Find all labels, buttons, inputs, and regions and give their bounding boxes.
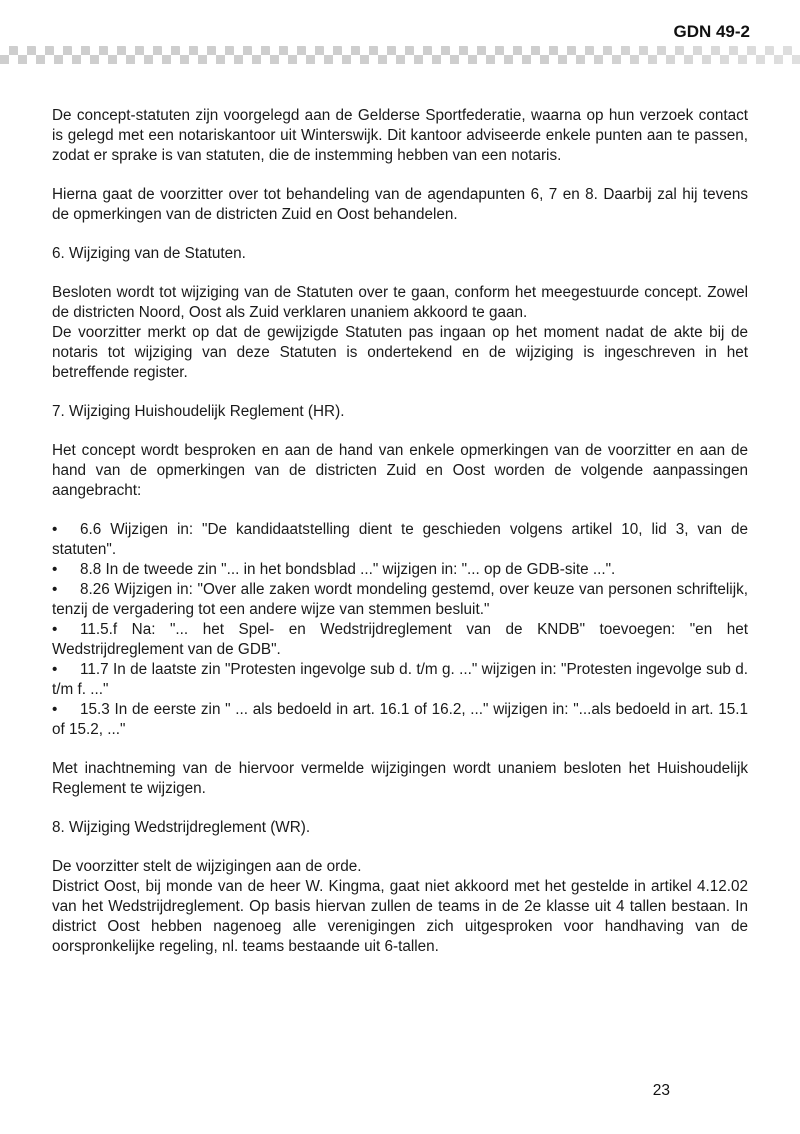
list-item-text: 11.7 In de laatste zin "Protesten ingevolge sub d. t/m g. ..." wijzigen in: "Protesten ingevolge sub d. t/m f. ..."	[52, 661, 748, 698]
list-item-text: 11.5.f Na: "... het Spel- en Wedstrijdreglement van de KNDB" toevoegen: "en het Wedstrijdreglement van de GDB".	[52, 621, 748, 658]
bullet-icon: •	[52, 561, 58, 578]
section-8	[52, 818, 748, 957]
bullet-icon: •	[52, 521, 58, 538]
section-8-text-1: De voorzitter stelt de wijzigingen aan de orde.	[52, 858, 362, 875]
list-item	[52, 620, 748, 660]
bullet-icon: •	[52, 621, 58, 638]
section-7	[52, 402, 748, 799]
list-item-text: 8.8 In de tweede zin "... in het bondsblad ..." wijzigen in: "... op de GDB-site ...".	[80, 561, 616, 578]
paragraph-intro: De concept-statuten zijn voorgelegd aan de Gelderse Sportfederatie, waarna op hun verzoek contact is gelegd met een notariskantoor uit Winterswijk. Dit kantoor adviseerde enkele punten aan te passen, zodat er sprake is van statuten, die de instemming hebben van een notaris.	[52, 107, 748, 164]
list-item	[52, 660, 748, 700]
section-7-conclusion: Met inachtneming van de hiervoor vermelde wijzigingen wordt unaniem besloten het Huishoudelijk Reglement te wijzigen.	[52, 760, 748, 797]
section-7-bullet-list	[52, 520, 748, 740]
section-6	[52, 244, 748, 383]
list-item	[52, 520, 748, 560]
section-8-text-2: District Oost, bij monde van de heer W. Kingma, gaat niet akkoord met het gestelde in artikel 4.12.02 van het Wedstrijdreglement. Op basis hiervan zullen de teams in de 2e klasse uit 4 tallen bestaan. In district Oost hebben nagenoeg alle verenigingen zich uitgesproken voor handhaving van de oorspronkelijke regeling, nl. teams bestaande uit 6-tallen.	[52, 878, 748, 955]
page-number: 23	[652, 1082, 670, 1099]
list-item-text: 6.6 Wijzigen in: "De kandidaatstelling dient te geschieden volgens artikel 10, lid 3, van de statuten".	[52, 521, 748, 558]
list-item-text: 15.3 In de eerste zin " ... als bedoeld in art. 16.1 of 16.2, ..." wijzigen in: "...als bedoeld in art. 15.1 of 15.2, ..."	[52, 701, 748, 738]
document-body	[52, 106, 748, 976]
section-6-heading: 6. Wijziging van de Statuten.	[52, 245, 246, 262]
checkered-header-fade	[0, 46, 800, 64]
list-item	[52, 700, 748, 740]
section-6-text-2: De voorzitter merkt op dat de gewijzigde Statuten pas ingaan op het moment nadat de akte bij de notaris tot wijziging van deze Statuten is ondertekend en de wijziging is ingeschreven in het betreffende register.	[52, 324, 748, 381]
section-7-intro: Het concept wordt besproken en aan de hand van enkele opmerkingen van de voorzitter en aan de hand van de opmerkingen van de districten Zuid en Oost worden de volgende aanpassingen aangebracht:	[52, 442, 748, 499]
section-7-heading: 7. Wijziging Huishoudelijk Reglement (HR).	[52, 403, 345, 420]
section-6-text-1: Besloten wordt tot wijziging van de Statuten over te gaan, conform het meegestuurde concept. Zowel de districten Noord, Oost als Zuid verklaren unaniem akkoord te gaan.	[52, 284, 748, 321]
bullet-icon: •	[52, 701, 58, 718]
list-item-text: 8.26 Wijzigen in: "Over alle zaken wordt mondeling gestemd, over keuze van personen schriftelijk, tenzij de vergadering tot een andere wijze van stemmen besluit."	[52, 581, 748, 618]
list-item	[52, 580, 748, 620]
section-8-heading: 8. Wijziging Wedstrijdreglement (WR).	[52, 819, 311, 836]
paragraph-agenda: Hierna gaat de voorzitter over tot behandeling van de agendapunten 6, 7 en 8. Daarbij zal hij tevens de opmerkingen van de districten Zuid en Oost behandelen.	[52, 186, 748, 223]
document-header-id: GDN 49-2	[673, 22, 750, 41]
list-item	[52, 560, 748, 580]
bullet-icon: •	[52, 661, 58, 678]
bullet-icon: •	[52, 581, 58, 598]
